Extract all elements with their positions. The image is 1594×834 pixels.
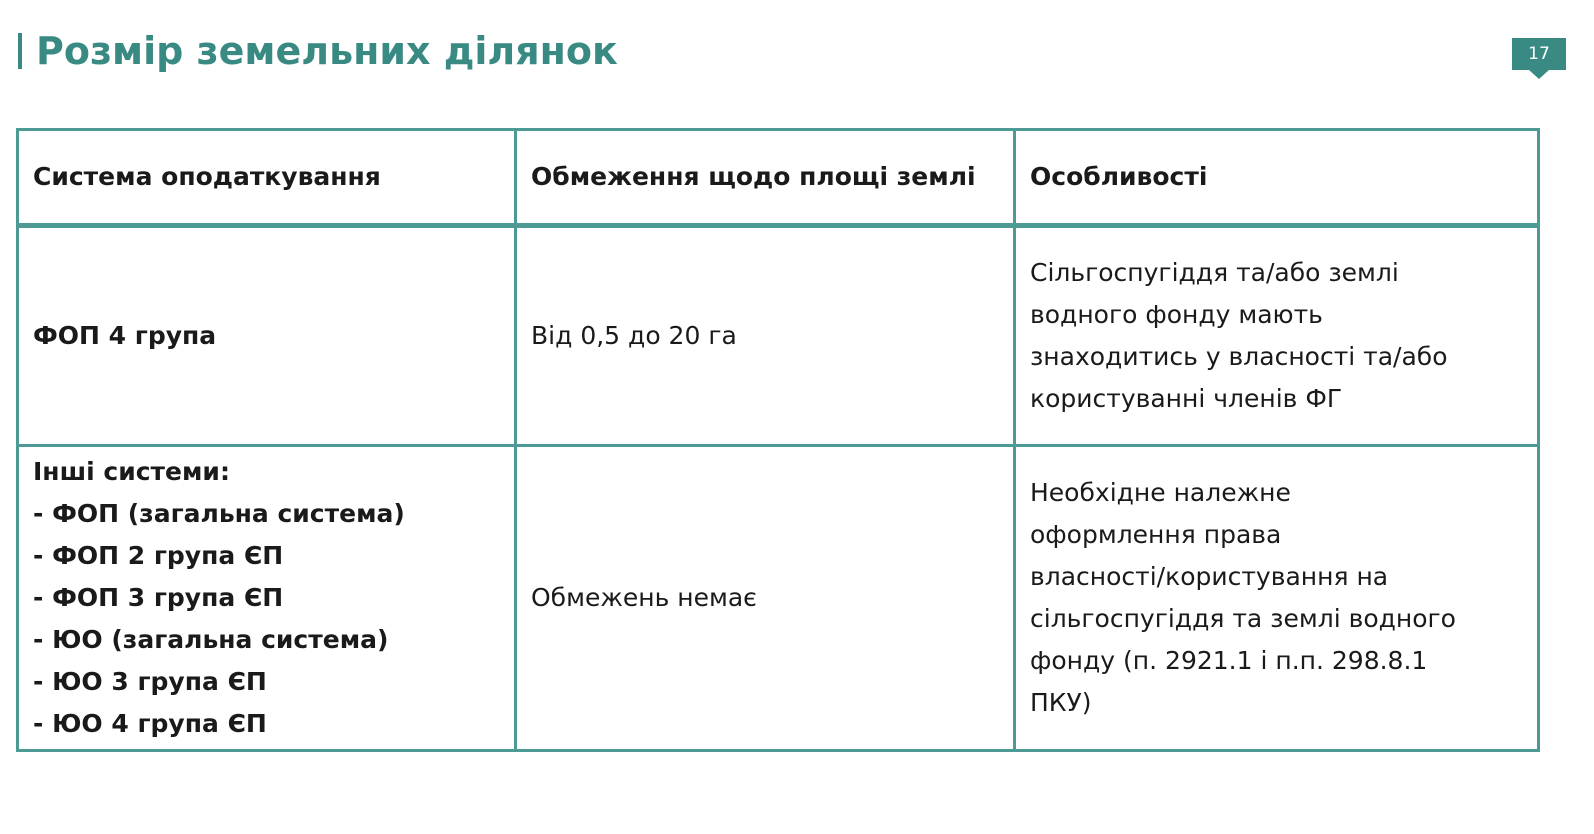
land-plot-size-table: [16, 128, 1540, 752]
header-features: Особливості: [1015, 130, 1539, 226]
page-number-badge: 17: [1512, 38, 1566, 70]
slide-title-text: Розмір земельних ділянок: [36, 29, 618, 73]
system-line: Інші системи:: [33, 457, 230, 486]
header-area-limit: Обмеження щодо площі землі: [516, 130, 1015, 226]
features-line: сільгоспугіддя та землі водного: [1030, 604, 1456, 633]
table-header-row: [18, 130, 1539, 226]
features-line: ПКУ): [1030, 688, 1092, 717]
features-line: власності/користування на: [1030, 562, 1389, 591]
table-row: [18, 226, 1539, 446]
system-line: - ЮО (загальна система): [33, 625, 389, 654]
cell-tax-system: [18, 446, 516, 751]
cell-features: [1015, 446, 1539, 751]
system-line: - ЮО 4 група ЄП: [33, 709, 267, 738]
title-accent-bar: [18, 33, 22, 69]
slide-title: [18, 28, 618, 74]
features-line: оформлення права: [1030, 520, 1282, 549]
system-line: - ФОП 2 група ЄП: [33, 541, 284, 570]
features-line: фонду (п. 2921.1 і п.п. 298.8.1: [1030, 646, 1428, 675]
features-line: Сільгоспугіддя та/або землі: [1030, 258, 1399, 287]
cell-area-limit: Обмежень немає: [516, 446, 1015, 751]
system-line: - ФОП 3 група ЄП: [33, 583, 284, 612]
features-line: Необхідне належне: [1030, 478, 1291, 507]
system-line: - ФОП (загальна система): [33, 499, 405, 528]
features-line: користуванні членів ФГ: [1030, 384, 1343, 413]
cell-area-limit: Від 0,5 до 20 га: [516, 226, 1015, 446]
table-row: [18, 446, 1539, 751]
cell-features: [1015, 226, 1539, 446]
features-line: водного фонду мають: [1030, 300, 1323, 329]
features-line: знаходитись у власності та/або: [1030, 342, 1448, 371]
system-line: - ЮО 3 група ЄП: [33, 667, 267, 696]
header-tax-system: Система оподаткування: [18, 130, 516, 226]
cell-tax-system: ФОП 4 група: [18, 226, 516, 446]
